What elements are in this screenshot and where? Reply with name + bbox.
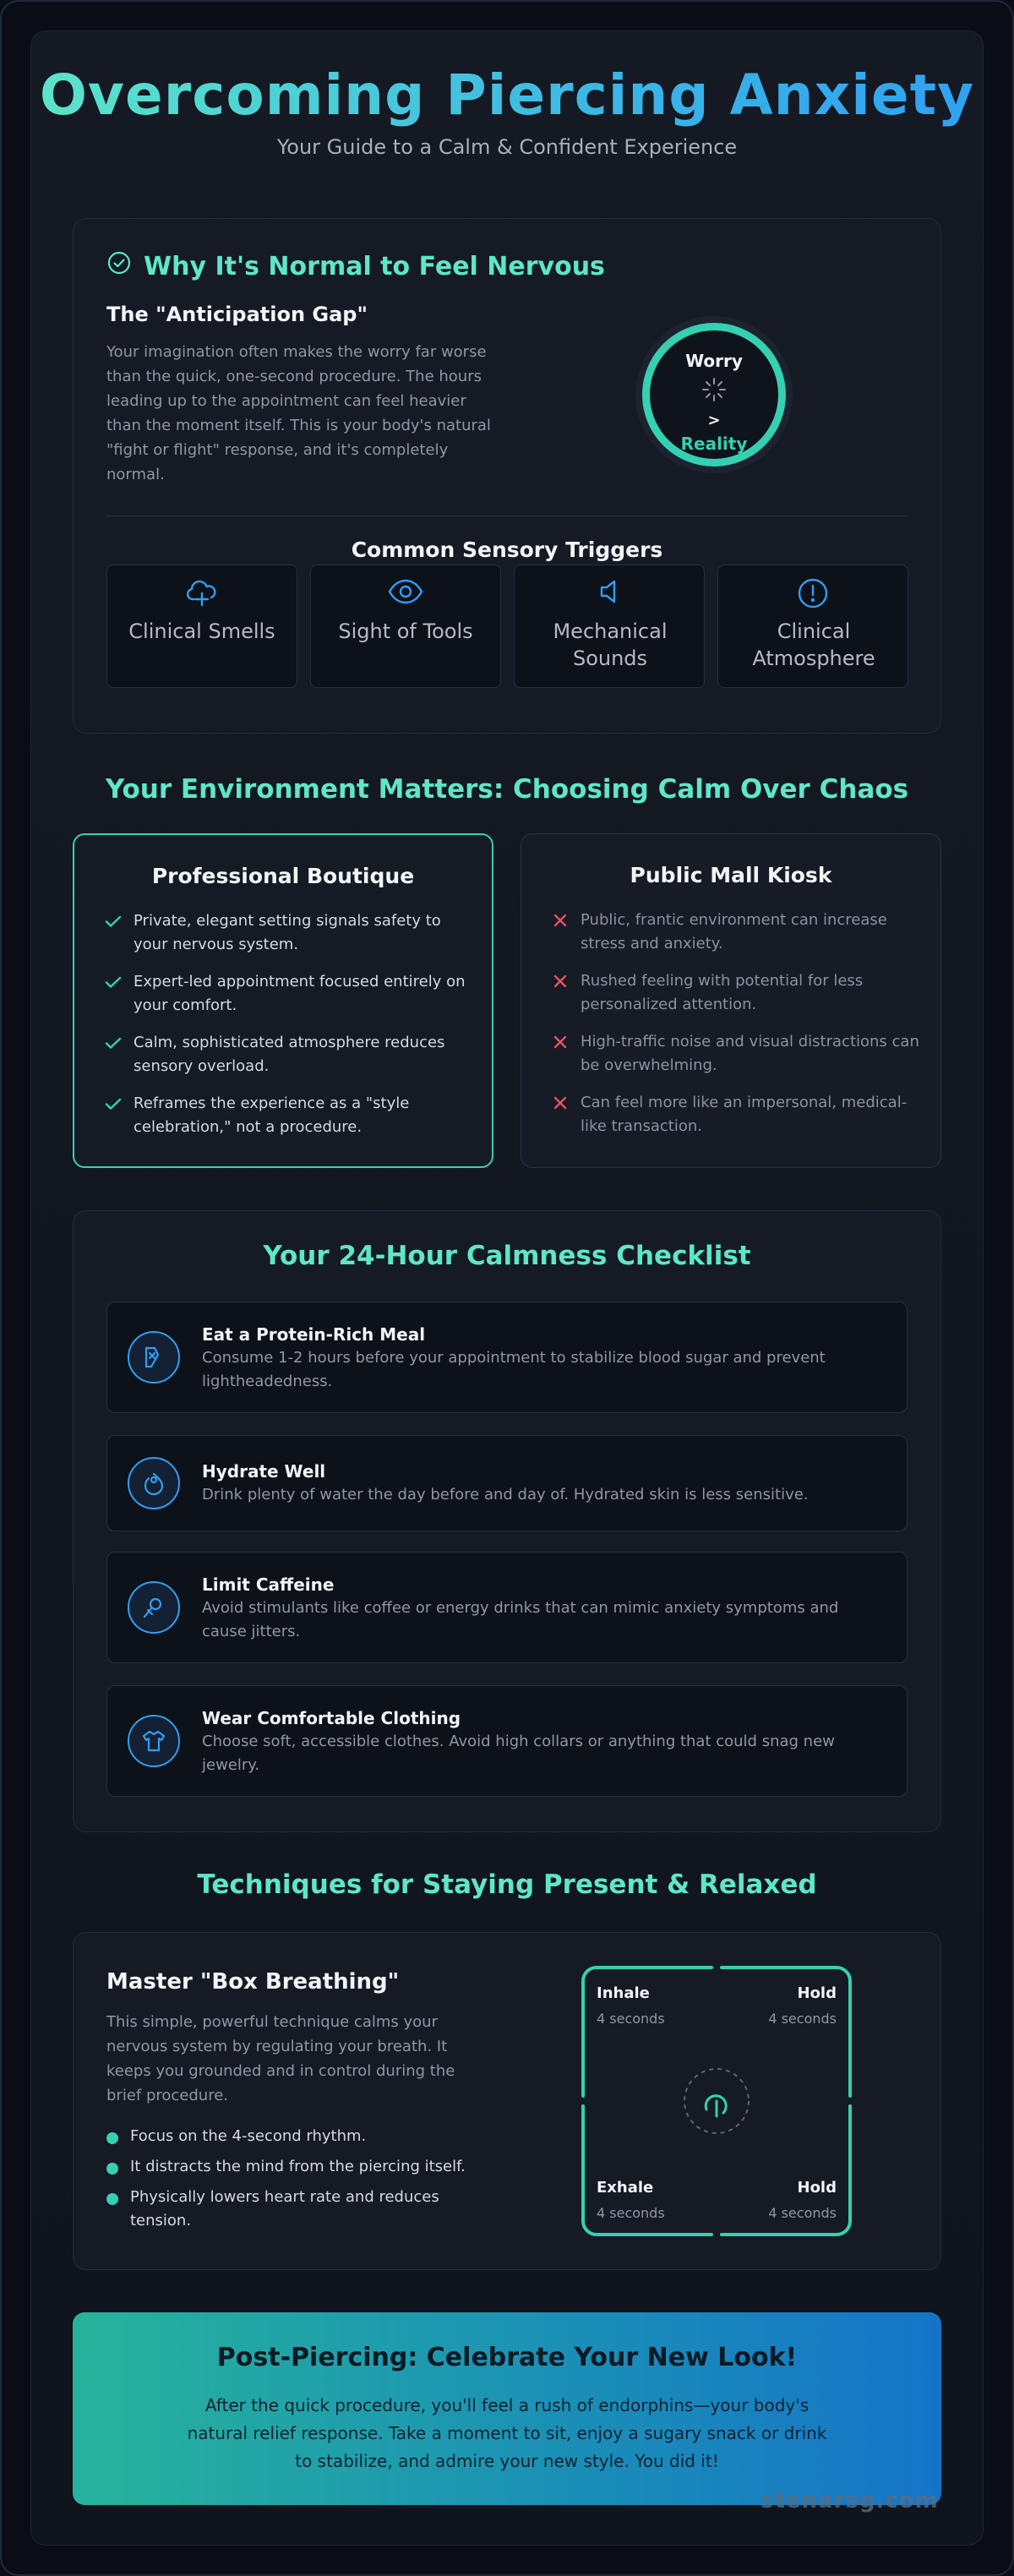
list-item [103, 1031, 475, 1078]
post-piercing-body: After the quick procedure, you'll feel a rush of endorphins—your body's natural relief response. Take a moment to sit, enjoy a sugary snack or drink to stabilize, and admire your new style. You did it! [187, 2395, 827, 2471]
check-icon [103, 911, 123, 931]
trigger-label: Clinical Atmosphere [752, 619, 875, 670]
phase-label: Hold [797, 2179, 837, 2197]
list-item-text: Expert-led appointment focused entirely on your comfort. [134, 973, 466, 1014]
techniques-heading: Techniques for Staying Present & Relaxed [197, 1869, 817, 1900]
x-icon [550, 1093, 570, 1113]
ring-reality-label: Reality [680, 434, 748, 454]
trigger-card-tools [310, 565, 501, 688]
phase-time: 4 seconds [597, 2011, 665, 2027]
list-item [103, 909, 475, 957]
list-item-text: Reframes the experience as a "style celebration," not a procedure. [134, 1094, 410, 1136]
list-item: It distracts the mind from the piercing itself. [106, 2155, 495, 2179]
triggers-title: Common Sensory Triggers [351, 538, 663, 562]
phase-hold-top [768, 1984, 837, 2027]
normal-section-heading-text: Why It's Normal to Feel Nervous [144, 251, 605, 281]
list-item-text: Can feel more like an impersonal, medical-like transaction. [581, 1094, 908, 1135]
check-icon [103, 1033, 123, 1053]
checklist-item-title: Eat a Protein-Rich Meal [202, 1324, 426, 1345]
kiosk-list [550, 909, 922, 1152]
checklist-item-desc: Consume 1-2 hours before your appointment to stabilize blood sugar and prevent lightheadedness. [202, 1349, 826, 1390]
phase-label: Exhale [597, 2179, 654, 2197]
no-caffeine-icon [128, 1581, 180, 1634]
boutique-title: Professional Boutique [151, 864, 415, 888]
phase-inhale [597, 1984, 665, 2027]
checklist-item-clothing [106, 1685, 908, 1797]
check-icon [103, 1094, 123, 1114]
list-item: Focus on the 4-second rhythm. [106, 2125, 495, 2148]
list-item [103, 970, 475, 1018]
list-item [550, 909, 922, 956]
x-icon [550, 910, 570, 931]
anticipation-gap-title: The "Anticipation Gap" [106, 303, 368, 326]
checklist-item-title: Limit Caffeine [202, 1575, 335, 1595]
list-item [550, 1030, 922, 1078]
checklist-item-caffeine [106, 1552, 908, 1663]
list-item [550, 969, 922, 1017]
boutique-list [103, 909, 475, 1153]
phase-label: Inhale [597, 1984, 650, 2002]
checklist-item-hydrate [106, 1435, 908, 1531]
breathing-box-diagram [581, 1966, 852, 2236]
list-item-text: Rushed feeling with potential for less personalized attention. [581, 972, 864, 1013]
checklist-item-title: Hydrate Well [202, 1461, 326, 1482]
phase-time: 4 seconds [597, 2205, 665, 2221]
list-item [103, 1092, 475, 1139]
speaker-icon [515, 577, 704, 608]
list-item-text: High-traffic noise and visual distractions can be overwhelming. [581, 1033, 919, 1074]
water-drop-icon [128, 1457, 180, 1509]
checklist-item-meal [106, 1302, 908, 1413]
checklist-item-desc: Avoid stimulants like coffee or energy drinks that can mimic anxiety symptoms and cause jitters. [202, 1599, 839, 1640]
list-item-text: Private, elegant setting signals safety to your nervous system. [134, 912, 441, 953]
anticipation-gap-body: Your imagination often makes the worry far worse than the quick, one-second procedure. The hours leading up to the appointment can feel heavier than the moment itself. This is your body's natural "fight or flight" response, and it's completely normal. [106, 343, 491, 483]
shirt-icon [128, 1715, 180, 1767]
box-breathing-body: This simple, powerful technique calms your nervous system by regulating your breath. It keeps you grounded and in control during the brief procedure. [106, 2013, 455, 2104]
page-subtitle: Your Guide to a Calm & Confident Experience [276, 135, 738, 159]
trigger-label: Mechanical Sounds [553, 619, 668, 670]
list-item [550, 1091, 922, 1138]
x-icon [550, 971, 570, 991]
worry-vs-reality-ring [642, 323, 786, 467]
list-item-text: Calm, sophisticated atmosphere reduces sensory overload. [134, 1034, 445, 1075]
trigger-label: Clinical Smells [128, 619, 275, 643]
boutique-card [73, 833, 493, 1168]
normal-section-heading [106, 250, 605, 282]
phase-time: 4 seconds [768, 2011, 837, 2027]
checklist-item-desc: Drink plenty of water the day before and day of. Hydrated skin is less sensitive. [202, 1486, 809, 1504]
post-piercing-banner [73, 2312, 941, 2505]
meal-icon [128, 1331, 180, 1384]
ring-worry-label: Worry [685, 351, 743, 371]
trigger-card-atmosphere [717, 565, 908, 688]
box-breathing-points [106, 2125, 495, 2240]
check-icon [103, 972, 123, 992]
trigger-card-sounds [514, 565, 705, 688]
trigger-card-smells [106, 565, 297, 688]
list-item: Physically lowers heart rate and reduces tension. [106, 2186, 495, 2233]
watermark: stenarsg.com [760, 2488, 939, 2513]
list-item-text: Public, frantic environment can increase stress and anxiety. [581, 911, 887, 952]
environment-heading: Your Environment Matters: Choosing Calm Over Chaos [105, 774, 909, 805]
phase-time: 4 seconds [768, 2205, 837, 2221]
ring-compare-symbol: > [707, 412, 721, 429]
alert-circle-icon [718, 577, 908, 608]
kiosk-title: Public Mall Kiosk [630, 863, 832, 887]
checklist-item-title: Wear Comfortable Clothing [202, 1708, 461, 1728]
x-icon [550, 1032, 570, 1052]
box-breathing-title: Master "Box Breathing" [106, 1969, 400, 1995]
check-circle-icon [106, 250, 132, 282]
spinner-icon [650, 376, 778, 403]
phase-label: Hold [797, 1984, 837, 2002]
page-title: Overcoming Piercing Anxiety [0, 63, 1014, 128]
kiosk-card [521, 833, 941, 1168]
checklist-heading: Your 24-Hour Calmness Checklist [263, 1241, 751, 1271]
post-piercing-title: Post-Piercing: Celebrate Your New Look! [216, 2343, 798, 2372]
cloud-plus-icon [107, 577, 297, 608]
phase-exhale [597, 2179, 665, 2221]
eye-icon [311, 577, 500, 608]
trigger-label: Sight of Tools [338, 619, 473, 643]
phase-hold-bottom [768, 2179, 837, 2221]
checklist-item-desc: Choose soft, accessible clothes. Avoid high collars or anything that could snag new jewelry. [202, 1733, 835, 1774]
